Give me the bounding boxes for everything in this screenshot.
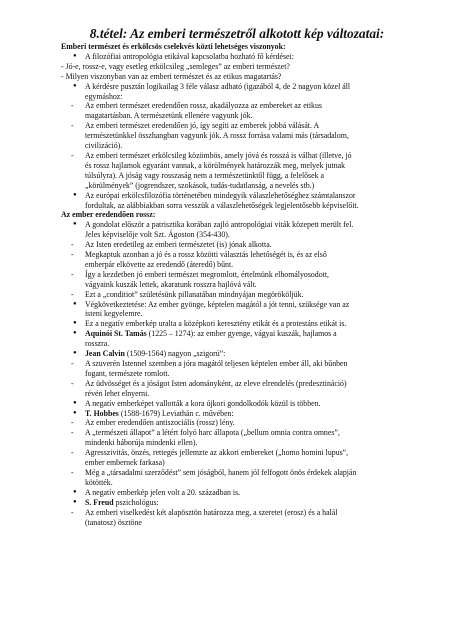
- bullet-item: [61, 52, 449, 62]
- item-text: A szuverén Istennel szemben a jóra magától teljesen képtelen ember áll, aki bűnben: [85, 359, 348, 368]
- bullet-item: [61, 220, 449, 230]
- continuation-line: mindenki háborúja mindenki ellen).: [85, 438, 198, 448]
- bullet-item: [61, 488, 449, 498]
- item-text: Az emberi természet eredendően jó, így segíti az emberek jobbá válását. A: [85, 121, 320, 131]
- continuation-line: rosszra.: [85, 339, 110, 349]
- item-text: (1509-1564) nagyon „szigorú”:: [124, 349, 226, 359]
- person-name: T. Hobbes: [85, 408, 119, 418]
- item-text: Az emberi természet erkölcsileg közömbös, amely jóvá és rosszá is válhat (illetve, jó: [85, 150, 352, 160]
- continuation-line: fogant, természete romlott.: [85, 368, 170, 378]
- bullet-item: [61, 399, 449, 409]
- bullet-item: [61, 82, 449, 92]
- bullet-item: [61, 409, 449, 419]
- continuation-line: egymáshoz:: [85, 91, 123, 101]
- bullet-marker: ●: [73, 350, 77, 357]
- dash-marker: -: [71, 240, 74, 250]
- dash-marker: -: [71, 150, 74, 160]
- dash-item: [61, 379, 449, 389]
- bullet-item: [61, 329, 449, 339]
- dash-marker: -: [71, 448, 74, 458]
- bullet-marker: ●: [73, 498, 77, 505]
- continuation-line: isteni kegyelemre.: [85, 309, 143, 319]
- section-heading: Az ember eredendően rossz:: [61, 210, 156, 220]
- page-title: 8.tétel: Az emberi természetről alkotott kép változatai:: [89, 26, 385, 41]
- dash-item: [61, 290, 449, 300]
- dash-item: [61, 121, 449, 131]
- dash-item: [61, 508, 449, 518]
- question-line: - Jó-e, rossz-e, vagy esetleg erkölcsileg „semleges” az emberi természet?: [61, 61, 290, 71]
- bullet-item: [61, 349, 449, 359]
- bullet-marker: ●: [73, 488, 77, 495]
- bullet-marker: ●: [73, 320, 77, 327]
- dash-marker: -: [71, 507, 74, 517]
- dash-marker: -: [71, 418, 74, 428]
- dash-marker: -: [71, 269, 74, 279]
- item-text: A kérdésre pusztán logikailag 3 féle válasz adható (igazából 4, de 2 nagyon közel áll: [85, 81, 351, 91]
- dash-marker: -: [71, 250, 74, 260]
- continuation-line: természetünkkel összhangban vagyunk jók. A rossz forrása valami más (társadalom,: [85, 131, 349, 141]
- dash-item: [61, 448, 449, 458]
- dash-item: [61, 359, 449, 369]
- section-heading: Emberi természet és erkölcsös cselekvés közti lehetséges viszonyok:: [61, 42, 286, 51]
- dash-marker: -: [71, 359, 74, 368]
- bullet-item: [61, 319, 449, 329]
- bullet-marker: ●: [73, 191, 77, 198]
- continuation-line: emberpár elkövette az eredendő (áteredő) bűnt.: [85, 259, 234, 269]
- item-text: Az emberi természet eredendően rossz, akadályozza az embereket az etikus: [85, 101, 322, 111]
- item-text: Az emberi viselkedést két alapösztön határozza meg, a szeretet (erosz) és a halál: [85, 507, 338, 517]
- item-text: (1225 – 1274): az ember gyenge, vágyai kuszák, hajlamos a: [146, 329, 337, 339]
- item-text: Még a „társadalmi szerződést” sem jóságból, hanem jól felfogott önös érdekek alapján: [85, 467, 357, 477]
- item-text: A „természeti állapot” a létért folyó harc állapota („bellum omnia contra omnes”,: [85, 428, 340, 438]
- bullet-marker: ●: [73, 330, 77, 337]
- item-text: A negatív emberképet vallották a kora újkori gondolkodók közül is többen.: [85, 398, 321, 408]
- dash-marker: -: [71, 121, 74, 131]
- dash-marker: -: [71, 289, 74, 299]
- item-text: Agresszivitás, önzés, rettegés jellemzte az akkori embereket („homo homini lupus”,: [85, 448, 349, 458]
- item-text: Az üdvösséget és a jóságot Isten adományként, az eleve elrendelés (predesztináció): [85, 378, 347, 388]
- continuation-line: civilizáció).: [85, 141, 123, 151]
- item-text: A gondolat először a patrisztika korában zajló antropológiai viták közepett merült fel.: [85, 220, 354, 230]
- bullet-item: [61, 300, 449, 310]
- dash-marker: -: [71, 428, 74, 438]
- item-text: Így a kezdetben jó emberi természet megromlott, értelmünk elhomályosodott,: [85, 269, 329, 279]
- item-text: pszichológus:: [113, 497, 159, 507]
- continuation-line: (tanatosz) ösztöne: [85, 517, 142, 527]
- bullet-marker: ●: [73, 52, 77, 59]
- dash-marker: -: [71, 467, 74, 477]
- bullet-item: [61, 191, 449, 201]
- person-name: Aquinói St. Tamás: [85, 329, 147, 339]
- dash-item: [61, 151, 449, 161]
- continuation-line: Jeles képviselője volt Szt. Ágoston (354-430).: [85, 230, 230, 240]
- dash-item: [61, 270, 449, 280]
- document-body: [61, 42, 449, 527]
- item-text: Az Isten eredetileg az emberi természetet (is) jónak alkotta.: [85, 240, 272, 250]
- bullet-marker: ●: [73, 409, 77, 416]
- continuation-line: túlsúlyra). A jóság vagy rosszaság nem a természetünktől függ, a felelősek a: [85, 170, 324, 180]
- item-text: Megkaptuk azonban a jó és a rossz közötti választás lehetőségét is, és az első: [85, 250, 327, 260]
- continuation-line: magatartásban. A természetünk ellenére vagyunk jók.: [85, 111, 253, 121]
- dash-item: [61, 418, 449, 428]
- bullet-marker: ●: [73, 399, 77, 406]
- continuation-line: révén lehet elnyerni.: [85, 388, 150, 398]
- dash-item: [61, 240, 449, 250]
- continuation-line: fordultak, az alábbiakban sorra vesszük a válaszlehetőségek legjelentősebb képviselőit.: [85, 200, 359, 210]
- bullet-marker: ●: [73, 221, 77, 228]
- person-name: S. Freud: [85, 497, 114, 507]
- item-text: Az ember eredendően antiszociális (rossz) lény.: [85, 418, 235, 428]
- item-text: (1588-1679) Leviathán c. művében:: [118, 408, 234, 418]
- bullet-marker: ●: [73, 300, 77, 307]
- bullet-item: [61, 498, 449, 508]
- item-text: A filozófiai antropológia etikával kapcsolatba hozható fő kérdései:: [85, 51, 294, 61]
- dash-item: [61, 250, 449, 260]
- dash-marker: -: [71, 378, 74, 388]
- continuation-line: vágyaink kuszák lettek, akaratunk rosszra hajlóvá vált.: [85, 279, 257, 289]
- item-text: Az európai erkölcsfilozófia történetében mindegyik válaszlehetőséghez számtalanszor: [85, 190, 356, 200]
- continuation-line: és rossz hajlamok egyaránt vannak, a körülmények határozzák meg, melyek jutnak: [85, 160, 346, 170]
- item-text: Ezt a „conditiot” születésünk pillanatában mindnyájan megörököljük.: [85, 289, 304, 299]
- item-text: A negatív emberkép jelen volt a 20. században is.: [85, 487, 241, 497]
- bullet-marker: ●: [73, 82, 77, 89]
- continuation-line: ember embernek farkasa): [85, 458, 165, 468]
- item-text: Végkövetkeztetése: Az ember gyönge, képtelen magától a jót tenni, szüksége van az: [85, 299, 350, 309]
- dash-marker: -: [71, 101, 74, 111]
- dash-item: [61, 101, 449, 111]
- person-name: Jean Calvin: [85, 349, 125, 359]
- continuation-line: „körülmények” (jogrendszer, szokások, tudás-tudatlanság, a nevelés stb.): [85, 180, 315, 190]
- question-line: - Milyen viszonyban van az emberi természet és az etikus magatartás?: [61, 71, 282, 81]
- dash-item: [61, 468, 449, 478]
- item-text: Ez a negatív emberkép uralta a középkori keresztény etikát és a protestáns etikát is.: [85, 319, 347, 329]
- continuation-line: kötötték.: [85, 477, 113, 487]
- dash-item: [61, 428, 449, 438]
